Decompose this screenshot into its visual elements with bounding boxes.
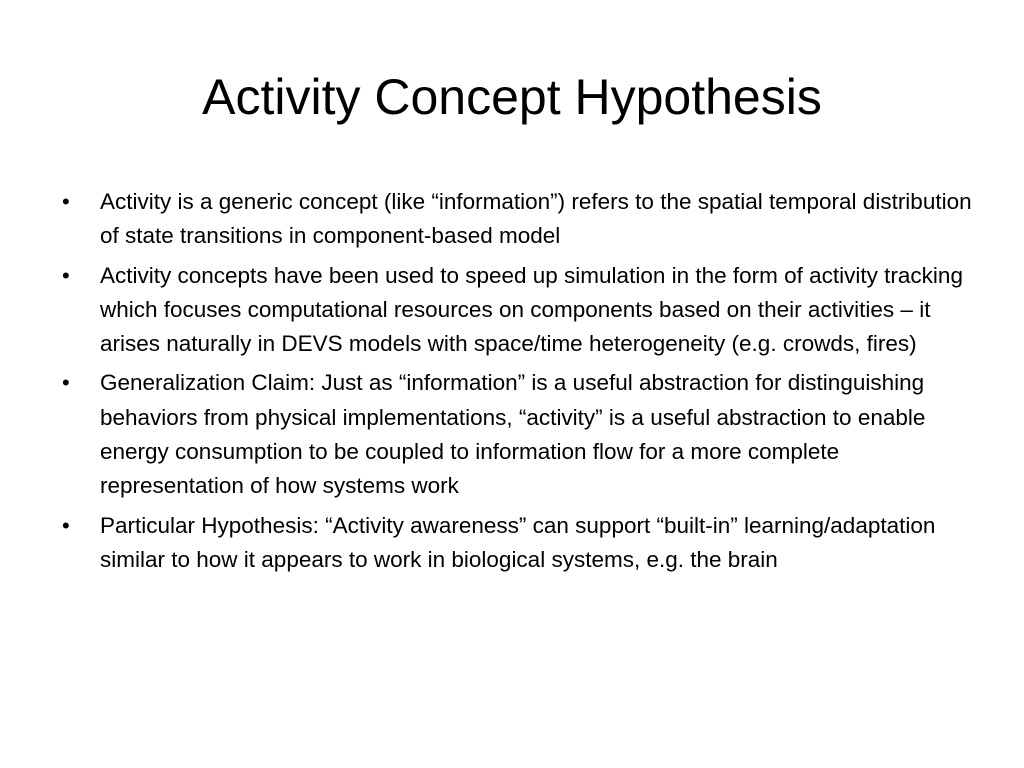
bullet-item-particular-hypothesis bbox=[62, 509, 977, 578]
bullet-icon: • bbox=[62, 512, 70, 538]
bullet-item-generalization-claim bbox=[62, 366, 977, 503]
bullet-icon: • bbox=[62, 370, 70, 396]
bullet-item-activity-generic bbox=[62, 185, 977, 254]
bullet-item-activity-tracking bbox=[62, 259, 977, 362]
bullet-icon: • bbox=[62, 189, 70, 214]
slide-title: Activity Concept Hypothesis bbox=[202, 69, 822, 125]
bullet-list bbox=[62, 185, 977, 582]
bullet-text: Activity concepts have been used to speed up simulation in the form of activity tracking which focuses computational resources on components based on their activities – it arises naturally in DEVS models with space/time heterogeneity (e.g. crowds, fires) bbox=[100, 262, 963, 357]
bullet-text: Activity is a generic concept (like “information”) refers to the spatial temporal distribution of state transitions in component-based model bbox=[100, 189, 972, 249]
bullet-icon: • bbox=[62, 262, 70, 288]
bullet-text: Generalization Claim: Just as “information” is a useful abstraction for distinguishing behaviors from physical implementations, “activity” is a useful abstraction to enable energy consumption to be coupled to information flow for a more complete representation of how systems work bbox=[100, 370, 926, 499]
bullet-text: Particular Hypothesis: “Activity awareness” can support “built-in” learning/adaptation similar to how it appears to work in biological systems, e.g. the brain bbox=[100, 512, 936, 572]
